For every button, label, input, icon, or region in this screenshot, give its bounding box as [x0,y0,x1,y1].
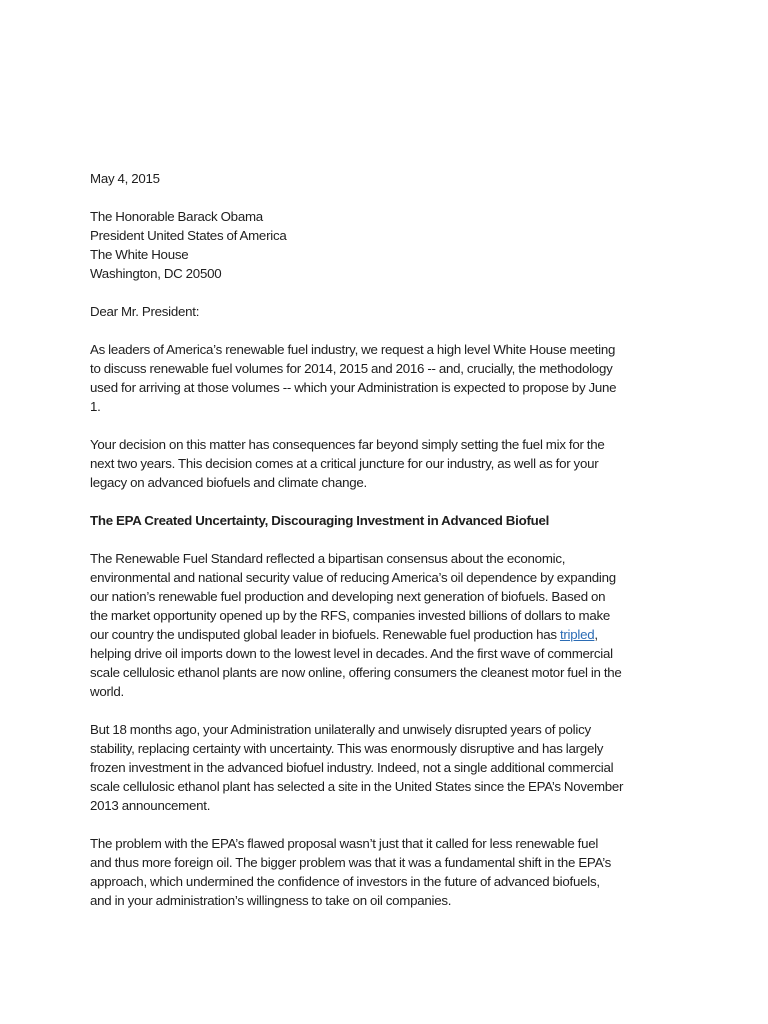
paragraph-4 [90,720,682,815]
recipient-city: Washington, DC 20500 [90,266,222,281]
paragraph-line: and in your administration’s willingness to take on oil companies. [90,893,452,908]
letter-body [90,169,682,910]
paragraph-text: our country the undisputed global leader in biofuels. Renewable fuel production has [90,627,560,642]
paragraph-line: helping drive oil imports down to the lowest level in decades. And the first wave of commercial [90,646,613,661]
paragraph-line: scale cellulosic ethanol plant has selected a site in the United States since the EPA’s November [90,779,624,794]
paragraph-line: But 18 months ago, your Administration unilaterally and unwisely disrupted years of policy [90,722,591,737]
paragraph-line: used for arriving at those volumes -- which your Administration is expected to propose by June [90,380,617,395]
paragraph-line: and thus more foreign oil. The bigger problem was that it was a fundamental shift in the EPA’s [90,855,612,870]
recipient-title: President United States of America [90,228,287,243]
paragraph-line: scale cellulosic ethanol plants are now online, offering consumers the cleanest motor fuel in the [90,665,622,680]
paragraph-line: our nation’s renewable fuel production and developing next generation of biofuels. Based on [90,589,606,604]
section-heading-text: The EPA Created Uncertainty, Discouraging Investment in Advanced Biofuel [90,513,550,528]
tripled-link[interactable]: tripled [559,627,595,642]
paragraph-1 [90,340,682,416]
paragraph-line: legacy on advanced biofuels and climate change. [90,475,367,490]
paragraph-line: Your decision on this matter has consequences far beyond simply setting the fuel mix for the [90,437,605,452]
paragraph-line: stability, replacing certainty with uncertainty. This was enormously disruptive and has largely [90,741,604,756]
section-heading [90,511,682,530]
salutation-text: Dear Mr. President: [90,304,200,319]
paragraph-text: , [594,627,598,642]
paragraph-line: next two years. This decision comes at a critical juncture for our industry, as well as for your [90,456,599,471]
recipient-org: The White House [90,247,189,262]
paragraph-5 [90,834,682,910]
paragraph-line: frozen investment in the advanced biofuel industry. Indeed, not a single additional commercial [90,760,614,775]
recipient-address [90,207,682,283]
paragraph-line: approach, which undermined the confidence of investors in the future of advanced biofuels, [90,874,600,889]
paragraph-line-with-link [90,625,682,644]
paragraph-line: world. [90,684,124,699]
paragraph-3 [90,549,682,701]
salutation [90,302,682,321]
paragraph-2 [90,435,682,492]
paragraph-line: As leaders of America’s renewable fuel industry, we request a high level White House meeting [90,342,616,357]
paragraph-line: 1. [90,399,101,414]
paragraph-line: The problem with the EPA’s flawed proposal wasn’t just that it called for less renewable fuel [90,836,599,851]
paragraph-line: to discuss renewable fuel volumes for 2014, 2015 and 2016 -- and, crucially, the methodology [90,361,613,376]
date-text: May 4, 2015 [90,171,160,186]
recipient-name: The Honorable Barack Obama [90,209,263,224]
paragraph-line: the market opportunity opened up by the RFS, companies invested billions of dollars to make [90,608,611,623]
paragraph-line: The Renewable Fuel Standard reflected a bipartisan consensus about the economic, [90,551,566,566]
paragraph-line: 2013 announcement. [90,798,211,813]
paragraph-line: environmental and national security value of reducing America’s oil dependence by expanding [90,570,616,585]
letter-date [90,169,682,188]
